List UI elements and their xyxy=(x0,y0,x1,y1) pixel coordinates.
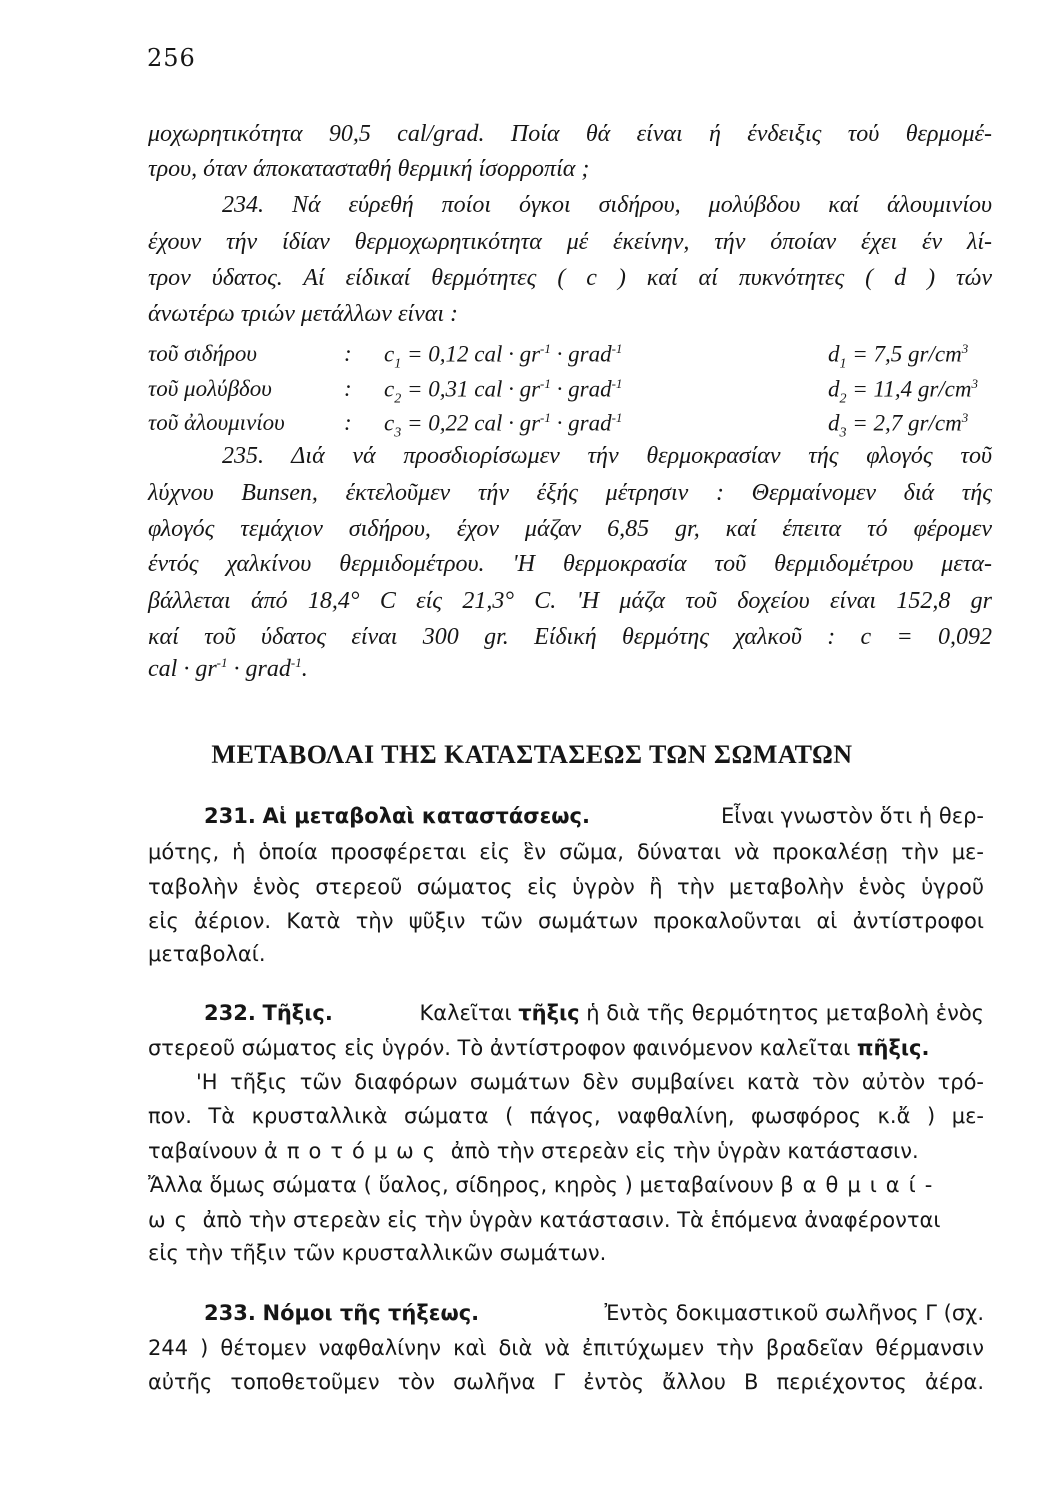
cube-exponent: 3 xyxy=(961,410,969,425)
paragraph-line: 'Η τῆξις τῶν διαφόρων σωμάτων δὲν συμβαίνει κατὰ τὸν αὐτὸν τρό- xyxy=(196,1070,984,1094)
text-run: ταβαίνουν xyxy=(148,1139,264,1163)
d-subscript: 1 xyxy=(839,356,847,372)
paragraph-number: 232. xyxy=(204,1001,256,1025)
colon: : xyxy=(344,376,352,401)
d-value: = 7,5 gr/cm xyxy=(846,341,962,367)
paragraph-line: πον. Τὰ κρυσταλλικὰ σώματα ( πάγος, ναφθαλίνη, φωσφόρος κ.ἄ ) με- xyxy=(148,1104,984,1128)
unit-exponent: -1 xyxy=(540,376,551,391)
c-symbol: c xyxy=(384,341,395,367)
c-symbol: c xyxy=(384,376,395,402)
c-subscript: 1 xyxy=(394,356,402,372)
spaced-term: ως xyxy=(148,1208,196,1232)
unit-exponent: -1 xyxy=(611,376,623,391)
spaced-term: βαθμιαί- xyxy=(780,1173,942,1197)
cube-exponent: 3 xyxy=(971,376,978,391)
paragraph-line: μεταβολαί. xyxy=(148,942,266,966)
paragraph-title: Αἱ μεταβολαὶ καταστάσεως. xyxy=(262,804,590,828)
d-symbol: d xyxy=(828,341,840,367)
page-number: 256 xyxy=(147,44,196,72)
d-subscript: 2 xyxy=(839,391,847,407)
unit-grad: · grad xyxy=(227,656,291,682)
specific-heat-row xyxy=(148,341,992,371)
unit-exponent: -1 xyxy=(540,341,551,356)
unit-text: cal · gr xyxy=(148,656,217,682)
unit-exponent: -1 xyxy=(290,655,302,670)
colon: : xyxy=(344,410,352,435)
paragraph-line xyxy=(148,1038,984,1059)
c-subscript: 3 xyxy=(394,425,402,441)
exercise-line xyxy=(148,656,992,681)
paragraph-line: αὐτῆς τοποθετοῦμεν τὸν σωλῆνα Γ ἐντὸς ἄλλου Β περιέχοντος ἀέρα. xyxy=(148,1370,984,1394)
unit-grad: · grad xyxy=(550,341,612,367)
term-bold: τῆξις xyxy=(518,1001,580,1025)
specific-heat-row xyxy=(148,410,992,440)
paragraph-title: Τῆξις. xyxy=(262,1001,333,1025)
paragraph-text xyxy=(419,1003,984,1024)
paragraph-number: 231. xyxy=(204,804,256,828)
specific-heat-value xyxy=(384,341,622,372)
paragraph-line: μότης, ἡ ὁποία προσφέρεται εἰς ἓν σῶμα, δύναται νὰ προκαλέσῃ τὴν με- xyxy=(148,840,984,864)
d-value: = 2,7 gr/cm xyxy=(846,410,962,436)
exercise-line: καί τοῦ ύδατος είναι 300 gr. Είδική θερμότης χαλκοῦ : c = 0,092 xyxy=(148,624,992,650)
unit-exponent: -1 xyxy=(611,410,623,425)
text-run: Καλεῖται xyxy=(419,1001,519,1025)
d-symbol: d xyxy=(828,376,840,402)
term-bold: πῆξις. xyxy=(856,1036,930,1060)
paragraph-line xyxy=(204,1303,984,1324)
unit-exponent: -1 xyxy=(540,410,551,425)
paragraph-heading xyxy=(204,806,590,827)
paragraph-heading xyxy=(204,1003,333,1024)
unit-exponent: -1 xyxy=(611,341,623,356)
paragraph-line: εἰς τὴν τῆξιν τῶν κρυσταλλικῶν σωμάτων. xyxy=(148,1241,607,1265)
period: . xyxy=(301,656,308,682)
exercise-line: τρον ύδατος. Αί είδικαί θερμότητες ( c ) καί αί πυκνότητες ( d ) τών xyxy=(148,265,992,291)
c-value: = 0,31 cal · gr xyxy=(401,376,541,402)
exercise-line: 234. Νά εύρεθή ποίοι όγκοι σιδήρου, μολύβδου καί άλουμινίου xyxy=(222,192,992,218)
exercise-line: άνωτέρω τριών μετάλλων είναι : xyxy=(148,301,458,327)
d-subscript: 3 xyxy=(839,425,847,441)
paragraph-text: Εἶναι γνωστὸν ὅτι ἡ θερ- xyxy=(720,804,984,828)
exercise-line: έντός χαλκίνου θερμιδομέτρου. 'Η θερμοκρασία τοῦ θερμιδομέτρου μετα- xyxy=(148,551,992,577)
exercise-line: βάλλεται άπό 18,4° C είς 21,3° C. 'Η μάζα τοῦ δοχείου είναι 152,8 gr xyxy=(148,588,992,614)
paragraph-number: 233. xyxy=(204,1301,256,1325)
specific-heat-value xyxy=(384,376,622,407)
c-subscript: 2 xyxy=(394,391,402,407)
unit-grad: · grad xyxy=(550,410,612,436)
paragraph-line: εἰς ἀέριον. Κατὰ τὴν ψῦξιν τῶν σωμάτων προκαλοῦνται αἱ ἀντίστροφοι xyxy=(148,909,984,933)
text-run: στερεοῦ σώματος εἰς ὑγρόν. Τὸ ἀντίστροφον φαινόμενον καλεῖται xyxy=(148,1036,857,1060)
cube-exponent: 3 xyxy=(961,341,969,356)
spaced-term: ἀποτόμως xyxy=(263,1139,445,1163)
text-run: Ἄλλα ὅμως σώματα ( ὕαλος, σίδηρος, κηρὸς ) μεταβαίνουν xyxy=(148,1173,781,1197)
exercise-line: 235. Διά νά προσδιορίσωμεν τήν θερμοκρασίαν τής φλογός τοῦ xyxy=(222,443,992,469)
specific-heat-value xyxy=(384,410,622,441)
paragraph-line: 244 ) θέτομεν ναφθαλίνην καὶ διὰ νὰ ἐπιτύχωμεν τὴν βραδεῖαν θέρμανσιν xyxy=(148,1336,984,1360)
c-value: = 0,22 cal · gr xyxy=(401,410,541,436)
density-value xyxy=(828,376,978,407)
metal-name: τοῦ ἀλουμινίου xyxy=(148,410,285,435)
metal-name: τοῦ μολύβδου xyxy=(148,376,272,401)
paragraph-line xyxy=(204,806,984,827)
d-value: = 11,4 gr/cm xyxy=(846,376,972,402)
unit-grad: · grad xyxy=(550,376,612,402)
exercise-line: λύχνου Bunsen, έκτελοῦμεν τήν έξής μέτρησιν : Θερμαίνομεν διά τής xyxy=(148,480,992,506)
c-symbol: c xyxy=(384,410,395,436)
text-run: ἀπὸ τὴν στερεὰν εἰς τὴν ὑγρὰν κατάστασιν. xyxy=(444,1139,919,1163)
paragraph-line: ταβολὴν ἑνὸς στερεοῦ σώματος εἰς ὑγρὸν ἢ τὴν μεταβολὴν ἑνὸς ὑγροῦ xyxy=(148,875,984,899)
density-value xyxy=(828,341,968,372)
exercise-line: έχουν τήν ίδίαν θερμοχωρητικότητα μέ έκείνην, τήν όποίαν έχει έν λί- xyxy=(148,229,992,255)
exercise-line: φλογός τεμάχιον σιδήρου, έχον μάζαν 6,85 gr, καί έπειτα τό φέρομεν xyxy=(148,516,992,542)
paragraph-title: Νόμοι τῆς τήξεως. xyxy=(262,1301,480,1325)
text-run: ἡ διὰ τῆς θερμότητος μεταβολὴ ἑνὸς xyxy=(579,1001,984,1025)
exercise-line: μοχωρητικότητα 90,5 cal/grad. Ποία θά είναι ή ένδειξις τού θερμομέ- xyxy=(148,121,992,147)
paragraph-line xyxy=(148,1141,984,1162)
colon: : xyxy=(344,341,352,366)
c-value: = 0,12 cal · gr xyxy=(401,341,541,367)
paragraph-line xyxy=(204,1003,984,1024)
text-run: ἀπὸ τὴν στερεὰν εἰς τὴν ὑγρὰν κατάστασιν. Τὰ ἑπόμενα ἀναφέρονται xyxy=(195,1208,941,1232)
unit-exponent: -1 xyxy=(216,655,228,670)
paragraph-text: Ἐντὸς δοκιμαστικοῦ σωλῆνος Γ (σχ. xyxy=(604,1301,984,1325)
paragraph-line xyxy=(148,1210,984,1231)
d-symbol: d xyxy=(828,410,840,436)
metal-name: τοῦ σιδήρου xyxy=(148,341,257,366)
density-value xyxy=(828,410,968,441)
section-title: ΜΕΤΑΒΟΛΑΙ ΤΗΣ ΚΑΤΑΣΤΑΣΕΩΣ ΤΩΝ ΣΩΜΑΤΩΝ xyxy=(211,740,853,769)
paragraph-heading xyxy=(204,1303,479,1324)
specific-heat-row xyxy=(148,376,992,406)
exercise-line: τρου, όταν άποκατασταθή θερμική ίσορροπία ; xyxy=(148,156,590,182)
paragraph-line xyxy=(148,1175,984,1196)
